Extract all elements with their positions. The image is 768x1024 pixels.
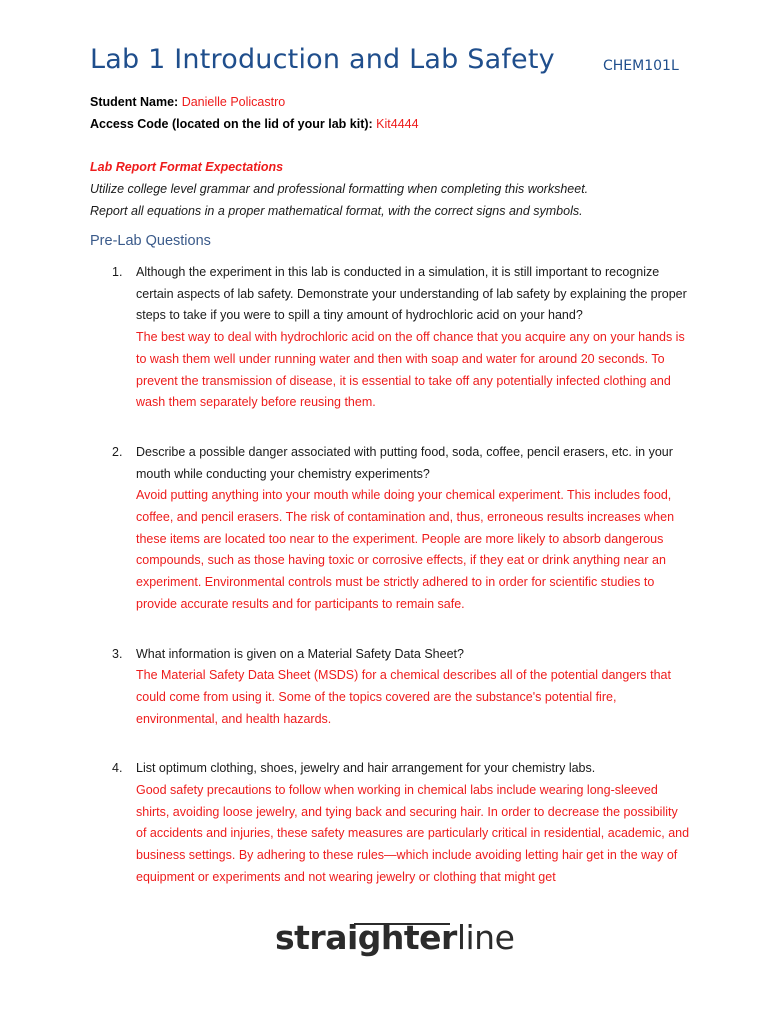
- question-item-4: [90, 758, 690, 888]
- question-text: Describe a possible danger associated with putting food, soda, coffee, pencil erasers, etc. in your mouth while conducting your chemistry experiments?: [136, 444, 673, 481]
- question-text: Although the experiment in this lab is conducted in a simulation, it is still important to recognize certain aspects of lab safety. Demonstrate your understanding of lab safety by explaining the proper steps to take if you were to spill a tiny amount of hydrochloric acid on your hand?: [136, 265, 687, 323]
- access-code-line: [90, 117, 419, 131]
- answer-text: Good safety precautions to follow when working in chemical labs include wearing long-sleeved shirts, avoiding loose jewelry, and tying back and securing hair. In order to decrease the possibility of accidents and injuries, these safety measures are particularly critical in residential, academic, and business settings. By adhering to these rules—which include avoiding letting hair get in the way of equipment or experiments and not wearing jewelry or clothing that might get: [136, 783, 690, 884]
- question-item-2: [90, 442, 690, 616]
- question-text: What information is given on a Material Safety Data Sheet?: [136, 646, 464, 661]
- access-code-label: Access Code (located on the lid of your lab kit):: [90, 117, 373, 131]
- page-title: Lab 1 Introduction and Lab Safety: [90, 44, 555, 75]
- logo-bold-text: straighter: [275, 918, 457, 957]
- question-text: List optimum clothing, shoes, jewelry and hair arrangement for your chemistry labs.: [136, 761, 596, 776]
- question-number: 4.: [112, 761, 123, 776]
- question-number: 3.: [112, 646, 123, 661]
- logo-light-text: line: [456, 918, 515, 957]
- question-item-3: [90, 644, 690, 731]
- answer-text: The best way to deal with hydrochloric acid on the off chance that you acquire any on your hands is to wash them well under running water and then with soap and water for around 20 seconds. To prevent the transmission of disease, it is essential to take off any potentially infected clothing and wash them separately before reusing them.: [136, 330, 685, 410]
- student-name-value: Danielle Policastro: [181, 95, 286, 109]
- student-name-line: [90, 95, 285, 109]
- student-name-label: Student Name:: [90, 95, 179, 109]
- answer-text: The Material Safety Data Sheet (MSDS) for a chemical describes all of the potential dangers that could come from using it. Some of the topics covered are the substance's potential fire, environmental, and health hazards.: [136, 668, 671, 726]
- course-code: CHEM101L: [603, 58, 679, 74]
- question-list: [90, 262, 690, 889]
- format-heading: Lab Report Format Expectations: [90, 160, 284, 174]
- straighterline-logo: [275, 918, 514, 957]
- access-code-value: Kit4444: [376, 117, 419, 131]
- format-line-2: Report all equations in a proper mathematical format, with the correct signs and symbols.: [90, 204, 583, 218]
- question-item-1: [90, 262, 690, 414]
- answer-text: Avoid putting anything into your mouth while doing your chemical experiment. This includes food, coffee, and pencil erasers. The risk of contamination and, thus, erroneous results increases when these items are located too near to the experiment. People are more likely to absorb dangerous compounds, such as those having toxic or corrosive effects, if they eat or drink anything near an experiment. Environmental controls must be strictly adhered to in order for scientific studies to provide accurate results and for participants to remain safe.: [136, 488, 675, 611]
- question-number: 1.: [112, 265, 123, 279]
- prelab-heading: Pre-Lab Questions: [90, 233, 211, 249]
- format-line-1: Utilize college level grammar and professional formatting when completing this worksheet.: [90, 182, 589, 196]
- question-number: 2.: [112, 444, 123, 459]
